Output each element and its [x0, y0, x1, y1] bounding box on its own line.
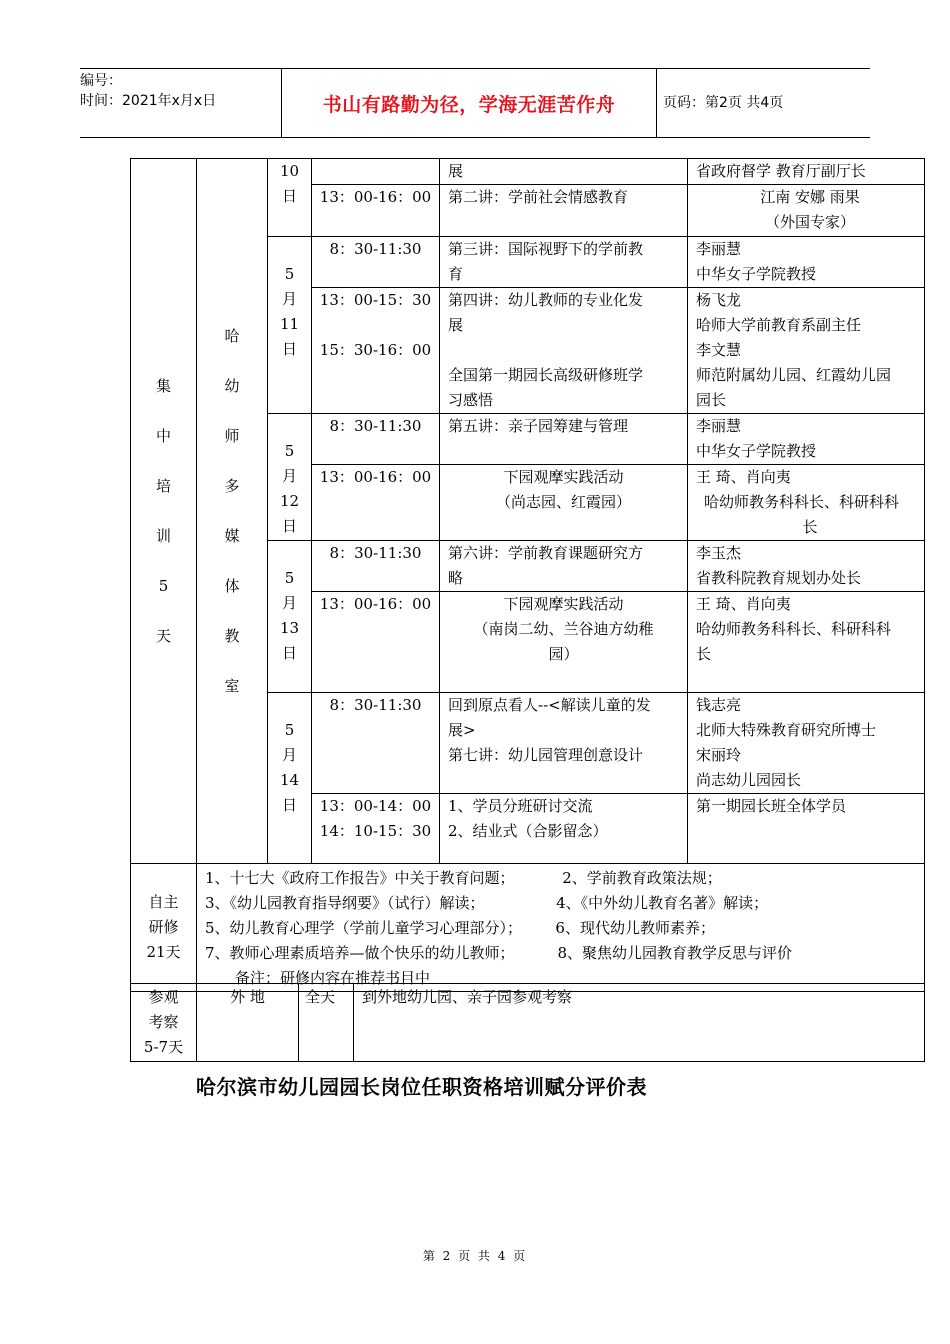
- date-text: 月: [281, 746, 297, 764]
- topic-text: 第四讲：幼儿教师的专业化发: [448, 291, 644, 309]
- venue-cell: [197, 159, 268, 864]
- speaker-cell: [688, 414, 925, 465]
- date-cell: [268, 159, 312, 237]
- page-info: 页码：第2页 共4页: [663, 95, 784, 111]
- time-text: 13：00-14：00: [319, 797, 432, 815]
- date-text: 5: [284, 569, 295, 587]
- visit-label-2: 考察: [148, 1013, 179, 1031]
- date-text: 12: [279, 492, 300, 510]
- topic-cell: [440, 159, 688, 185]
- venue-char: 幼: [224, 377, 240, 395]
- visit-label-1: 参观: [148, 988, 179, 1006]
- visit-label-3: 5-7天: [143, 1038, 184, 1056]
- date-cell: [268, 693, 312, 864]
- speaker-cell: [688, 794, 925, 864]
- speaker-text: （外国专家）: [764, 213, 855, 231]
- visit-duration: 全天: [299, 984, 354, 1062]
- time-text: 8：30-11:30: [329, 544, 422, 562]
- speaker-text: 师范附属幼儿园、红霞幼儿园: [696, 366, 892, 384]
- venue-char: 师: [224, 427, 240, 445]
- schedule-table: [130, 158, 925, 992]
- topic-text: [448, 338, 687, 363]
- topic-text: 下园观摩实践活动: [503, 595, 624, 613]
- date-text: 月: [281, 467, 297, 485]
- speaker-cell: [688, 288, 925, 414]
- time-cell: [312, 159, 440, 185]
- self-study-item: 1、十七大《政府工作报告》中关于教育问题； 2、学前教育政策法规；: [205, 869, 722, 887]
- time-cell: [312, 465, 440, 541]
- speaker-text: 哈师大学前教育系副主任: [696, 316, 862, 334]
- time-text: 8：30-11:30: [329, 417, 422, 435]
- speaker-cell: [688, 159, 925, 185]
- speaker-cell: [688, 541, 925, 592]
- speaker-text: 尚志幼儿园园长: [696, 771, 802, 789]
- header-meta: [80, 69, 281, 137]
- topic-cell: [440, 185, 688, 237]
- time-label: 时间：2021年x月x日: [80, 93, 217, 109]
- topic-text: 展>: [448, 721, 476, 739]
- date-text: 日: [281, 517, 297, 535]
- topic-cell: [440, 541, 688, 592]
- speaker-cell: [688, 465, 925, 541]
- date-text: 10: [279, 162, 300, 180]
- speaker-cell: [688, 693, 925, 794]
- topic-text: （南岗二幼、兰谷迪方幼稚: [473, 620, 654, 638]
- topic-text: 园）: [548, 645, 579, 663]
- date-text: 5: [284, 442, 295, 460]
- speaker-text: 省教科院教育规划办处长: [696, 569, 862, 587]
- page-footer: 第 2 页 共 4 页: [422, 1249, 528, 1263]
- header-page-cell: [657, 69, 870, 137]
- topic-text: 第五讲：亲子园筹建与管理: [448, 417, 629, 435]
- time-text: 13：00-16：00: [319, 468, 432, 486]
- time-cell: [312, 592, 440, 693]
- time-text: [312, 159, 439, 184]
- phase-char: 5: [158, 577, 169, 595]
- time-cell: [312, 794, 440, 864]
- time-cell: [312, 414, 440, 465]
- self-study-note: 备注：研修内容在推荐书目中: [235, 969, 431, 987]
- speaker-text: 李丽慧: [696, 240, 742, 258]
- topic-cell: [440, 288, 688, 414]
- speaker-text: 长: [802, 518, 818, 536]
- speaker-text: 园长: [696, 391, 727, 409]
- date-text: 日: [281, 340, 297, 358]
- time-text: 13：00-16：00: [319, 595, 432, 613]
- topic-text: 第六讲：学前教育课题研究方: [448, 544, 644, 562]
- topic-cell: [440, 693, 688, 794]
- time-text: 13：00-16：00: [319, 188, 432, 206]
- speaker-text: 王 琦、肖向夷: [696, 468, 791, 486]
- speaker-text: 哈幼师教务科科长、科研科科: [704, 493, 900, 511]
- speaker-text: 李丽慧: [696, 417, 742, 435]
- speaker-text: 第一期园长班全体学员: [696, 797, 847, 815]
- date-text: 11: [279, 315, 300, 333]
- visit-place: 外 地: [197, 984, 299, 1062]
- topic-text: 1、学员分班研讨交流: [448, 797, 593, 815]
- self-study-label: [131, 864, 197, 992]
- speaker-text: 王 琦、肖向夷: [696, 595, 791, 613]
- venue-char: 室: [224, 677, 240, 695]
- speaker-cell: [688, 185, 925, 237]
- speaker-text: 哈幼师教务科科长、科研科科: [696, 620, 892, 638]
- topic-text: 略: [448, 569, 464, 587]
- schedule-row: [131, 159, 925, 185]
- topic-text: 第三讲：国际视野下的学前教: [448, 240, 644, 258]
- topic-text: 2、结业式（合影留念）: [448, 822, 608, 840]
- visit-table: [130, 983, 925, 1062]
- topic-text: 展: [448, 316, 464, 334]
- speaker-text: 李文慧: [696, 341, 742, 359]
- speaker-text: 杨飞龙: [696, 291, 742, 309]
- topic-cell: [440, 237, 688, 288]
- speaker-text: 北师大特殊教育研究所博士: [696, 721, 877, 739]
- topic-text: 展: [448, 162, 464, 180]
- topic-cell: [440, 592, 688, 693]
- date-text: 5: [284, 721, 295, 739]
- time-cell: [312, 185, 440, 237]
- speaker-text: 中华女子学院教授: [696, 442, 817, 460]
- phase-char: 培: [155, 477, 171, 495]
- visit-label-cell: [131, 984, 197, 1062]
- time-text: [312, 313, 439, 338]
- date-text: 日: [281, 187, 297, 205]
- time-cell: [312, 541, 440, 592]
- speaker-text: 长: [696, 645, 712, 663]
- topic-text: 第七讲：幼儿园管理创意设计: [448, 746, 644, 764]
- topic-text: 习感悟: [448, 391, 494, 409]
- time-text: 15：30-16：00: [319, 341, 432, 359]
- topic-cell: [440, 794, 688, 864]
- date-cell: [268, 237, 312, 414]
- date-text: 13: [279, 619, 300, 637]
- speaker-cell: [688, 592, 925, 693]
- speaker-text: 李玉杰: [696, 544, 742, 562]
- time-cell: [312, 288, 440, 414]
- self-study-item: 7、教师心理素质培养—做个快乐的幼儿教师； 8、聚焦幼儿园教育教学反思与评价: [205, 944, 793, 962]
- time-cell: [312, 237, 440, 288]
- self-study-label-line: 21天: [146, 943, 181, 961]
- topic-cell: [440, 465, 688, 541]
- self-study-item: 3、《幼儿园教育指导纲要》（试行）解读； 4、《中外幼儿教育名著》解读；: [205, 894, 769, 912]
- speaker-text: 宋丽玲: [696, 746, 742, 764]
- date-text: 月: [281, 594, 297, 612]
- motto: 书山有路勤为径，学海无涯苦作舟: [322, 93, 616, 116]
- topic-cell: [440, 414, 688, 465]
- self-study-label-line: 自主: [148, 893, 179, 911]
- self-study-label-line: 研修: [148, 918, 179, 936]
- time-text: 8：30-11:30: [329, 240, 422, 258]
- date-text: 5: [284, 265, 295, 283]
- visit-content: 到外地幼儿园、亲子园参观考察: [354, 984, 925, 1062]
- speaker-text: 江南 安娜 雨果: [760, 188, 860, 206]
- speaker-text: 钱志亮: [696, 696, 742, 714]
- serial-label: 编号：: [80, 73, 122, 89]
- time-text: 14：10-15：30: [319, 822, 432, 840]
- topic-text: （尚志园、红霞园）: [495, 493, 631, 511]
- self-study-content: [197, 864, 925, 992]
- venue-char: 教: [224, 627, 240, 645]
- speaker-text: 省政府督学 教育厅副厅长: [696, 162, 866, 180]
- topic-text: 全国第一期园长高级研修班学: [448, 366, 644, 384]
- venue-char: 哈: [224, 327, 240, 345]
- phase-cell: [131, 159, 197, 864]
- date-text: 月: [281, 290, 297, 308]
- topic-text: 育: [448, 265, 464, 283]
- topic-text: 下园观摩实践活动: [503, 468, 624, 486]
- date-cell: [268, 541, 312, 693]
- self-study-item: 5、幼儿教育心理学（学前儿童学习心理部分）； 6、现代幼儿教师素养；: [205, 919, 715, 937]
- phase-char: 集: [155, 377, 171, 395]
- document-title: 哈尔滨市幼儿园园长岗位任职资格培训赋分评价表: [196, 1075, 647, 1099]
- venue-char: 多: [224, 477, 240, 495]
- time-text: 13：00-15：30: [319, 291, 432, 309]
- time-cell: [312, 693, 440, 794]
- topic-text: 第二讲：学前社会情感教育: [448, 188, 629, 206]
- time-text: 8：30-11:30: [329, 696, 422, 714]
- venue-char: 媒: [224, 527, 240, 545]
- phase-char: 中: [155, 427, 171, 445]
- date-text: 日: [281, 796, 297, 814]
- phase-char: 天: [155, 627, 171, 645]
- phase-char: 训: [155, 527, 171, 545]
- speaker-text: 中华女子学院教授: [696, 265, 817, 283]
- topic-text: 回到原点看人--<解读儿童的发: [448, 696, 651, 714]
- header-motto-cell: [281, 69, 657, 137]
- speaker-cell: [688, 237, 925, 288]
- date-text: 14: [279, 771, 300, 789]
- self-study-row: [131, 864, 925, 992]
- date-cell: [268, 414, 312, 541]
- date-text: 日: [281, 644, 297, 662]
- venue-char: 体: [224, 577, 240, 595]
- page-header: [80, 68, 870, 138]
